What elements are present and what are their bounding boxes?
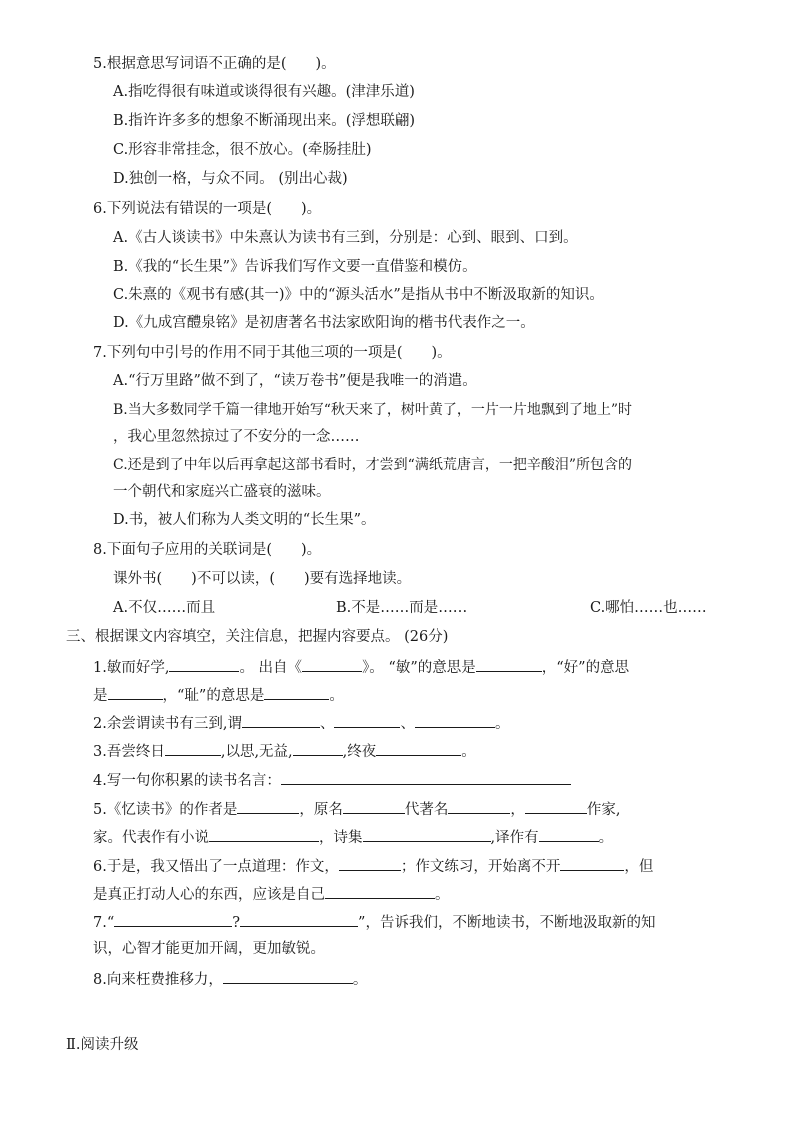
q6-option-b: B.《我的“长生果”》告诉我们写作文要一直借鉴和模仿。 bbox=[113, 259, 477, 275]
q8-sentence: 课外书( )不可以读，( )要有选择地读。 bbox=[113, 571, 412, 587]
q7-stem: 7.下列句中引号的作用不同于其他三项的一项是( )。 bbox=[93, 345, 452, 361]
q8-option-a: A.不仅……而且 bbox=[113, 600, 216, 616]
answer-blank[interactable] bbox=[334, 712, 400, 728]
item2: 2.余尝谓读书有三到,谓 、 、 。 bbox=[93, 712, 509, 734]
part2-heading: Ⅱ.阅读升级 bbox=[66, 1037, 139, 1053]
q6-option-a: A.《古人谈读书》中朱熹认为读书有三到，分别是：心到、眼到、口到。 bbox=[113, 230, 578, 246]
item8: 8.向来枉费推移力， 。 bbox=[93, 968, 367, 990]
answer-blank[interactable] bbox=[242, 712, 320, 728]
answer-blank[interactable] bbox=[325, 883, 435, 899]
q5-option-c: C.形容非常挂念，很不放心。(牵肠挂肚) bbox=[113, 142, 372, 158]
item7-line2: 识，心智才能更加开阔，更加敏锐。 bbox=[93, 941, 325, 957]
item1-line2: 是 ，“耻”的意思是 。 bbox=[93, 684, 344, 706]
answer-blank[interactable] bbox=[169, 656, 239, 672]
answer-blank[interactable] bbox=[114, 911, 232, 927]
answer-blank[interactable] bbox=[240, 911, 358, 927]
q5-option-a: A.指吃得很有味道或谈得很有兴趣。(津津乐道) bbox=[113, 84, 415, 100]
answer-blank[interactable] bbox=[281, 769, 571, 785]
q7-option-d: D.书，被人们称为人类文明的“长生果”。 bbox=[113, 512, 376, 528]
item5-line2: 家。代表作有小说 ，诗集 ,译作有 。 bbox=[93, 826, 613, 848]
q7-option-b-line2: ，我心里忽然掠过了不安分的一念…… bbox=[113, 429, 360, 445]
q5-option-b: B.指许许多多的想象不断涌现出来。(浮想联翩) bbox=[113, 113, 416, 129]
answer-blank[interactable] bbox=[476, 656, 542, 672]
answer-blank[interactable] bbox=[302, 656, 362, 672]
answer-blank[interactable] bbox=[108, 684, 163, 700]
q6-stem: 6.下列说法有错误的一项是( )。 bbox=[93, 201, 322, 217]
answer-blank[interactable] bbox=[223, 968, 353, 984]
q5-stem: 5.根据意思写词语不正确的是( )。 bbox=[93, 56, 336, 72]
answer-blank[interactable] bbox=[264, 684, 329, 700]
answer-blank[interactable] bbox=[293, 740, 343, 756]
q8-option-c: C.哪怕……也…… bbox=[590, 600, 707, 616]
q5-option-d: D.独创一格，与众不同。 (别出心裁) bbox=[113, 171, 348, 187]
answer-blank[interactable] bbox=[415, 712, 495, 728]
answer-blank[interactable] bbox=[376, 740, 461, 756]
answer-blank[interactable] bbox=[539, 826, 599, 842]
q7-option-a: A.“行万里路”做不到了，“读万卷书”便是我唯一的消遣。 bbox=[113, 373, 477, 389]
item4: 4.写一句你积累的读书名言： bbox=[93, 769, 571, 791]
q6-option-d: D.《九成宫醴泉铭》是初唐著名书法家欧阳询的楷书代表作之一。 bbox=[113, 315, 535, 331]
q7-option-c-line1: C.还是到了中年以后再拿起这部书看时，才尝到“满纸荒唐言，一把辛酸泪”所包含的 bbox=[113, 457, 632, 473]
item6-line1: 6.于是，我又悟出了一点道理：作文， ；作文练习，开始离不开 ，但 bbox=[93, 855, 653, 877]
q8-option-b: B.不是……而是…… bbox=[336, 600, 468, 616]
q6-option-c: C.朱熹的《观书有感(其一)》中的“源头活水”是指从书中不断汲取新的知识。 bbox=[113, 287, 604, 303]
q7-option-c-line2: 一个朝代和家庭兴亡盛衰的滋味。 bbox=[113, 484, 331, 500]
q8-stem: 8.下面句子应用的关联词是( )。 bbox=[93, 542, 322, 558]
answer-blank[interactable] bbox=[165, 740, 221, 756]
section3-heading: 三、根据课文内容填空，关注信息，把握内容要点。 (26分) bbox=[66, 629, 449, 645]
answer-blank[interactable] bbox=[525, 798, 587, 814]
item3: 3.吾尝终日 ,以思,无益, ,终夜 。 bbox=[93, 740, 476, 762]
answer-blank[interactable] bbox=[560, 855, 624, 871]
item6-line2: 是真正打动人心的东西，应该是自己 。 bbox=[93, 883, 450, 905]
q7-option-b-line1: B.当大多数同学千篇一律地开始写“秋天来了，树叶黄了，一片一片地飘到了地上”时 bbox=[113, 402, 633, 418]
answer-blank[interactable] bbox=[339, 855, 401, 871]
answer-blank[interactable] bbox=[237, 798, 299, 814]
item7-line1: 7.“ ? ”，告诉我们，不断地读书，不断地汲取新的知 bbox=[93, 911, 655, 933]
item5-line1: 5.《忆读书》的作者是 ，原名 代著名 ， 作家, bbox=[93, 798, 620, 820]
answer-blank[interactable] bbox=[343, 798, 405, 814]
answer-blank[interactable] bbox=[448, 798, 510, 814]
answer-blank[interactable] bbox=[363, 826, 491, 842]
answer-blank[interactable] bbox=[209, 826, 319, 842]
item1-line1: 1.敏而好学, 。 出自《 》。 “敏”的意思是 ，“好”的意思 bbox=[93, 656, 629, 678]
